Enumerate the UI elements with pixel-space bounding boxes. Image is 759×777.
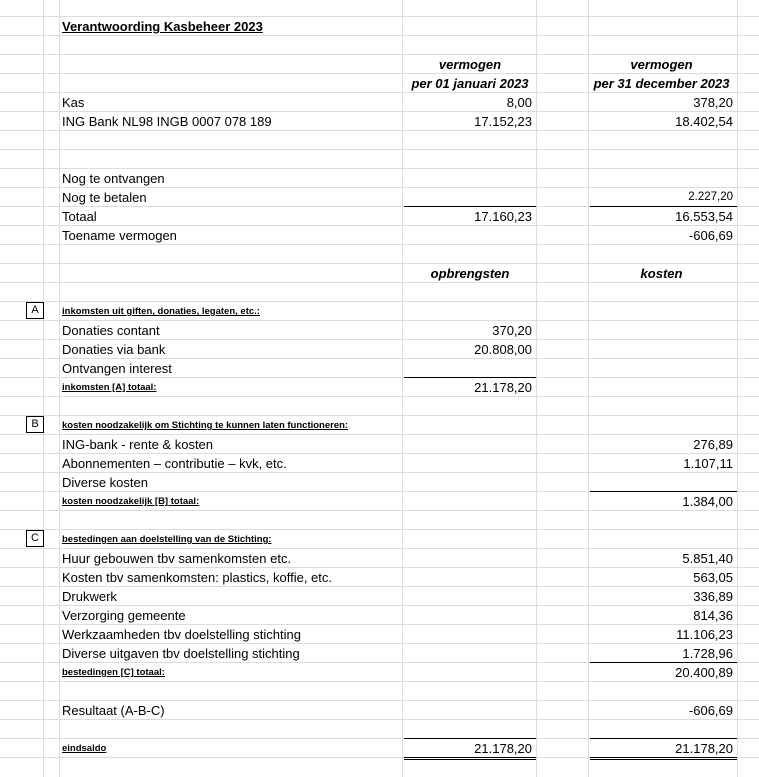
section-c-total-label: bestedingen [C] totaal: bbox=[62, 667, 165, 678]
section-b-row-2-value: 1.107,11 bbox=[683, 456, 733, 471]
double-underline-rule bbox=[404, 757, 536, 758]
kas-start-value: 8,00 bbox=[506, 95, 532, 110]
kosten-header: kosten bbox=[640, 266, 683, 281]
section-c-row-5-label: Werkzaamheden tbv doelstelling stichting bbox=[62, 627, 301, 642]
double-underline-rule bbox=[590, 759, 737, 760]
double-underline-rule bbox=[404, 759, 536, 760]
section-b-heading: kosten noodzakelijk om Stichting te kunnen laten functioneren: bbox=[62, 420, 349, 431]
section-a-total-value: 21.178,20 bbox=[474, 380, 532, 395]
section-b-row-1-label: ING-bank - rente & kosten bbox=[62, 437, 214, 452]
eindsaldo-start-value: 21.178,20 bbox=[474, 741, 532, 756]
kas-end-value: 378,20 bbox=[693, 95, 733, 110]
section-b-total-value: 1.384,00 bbox=[682, 494, 733, 509]
eindsaldo-label: eindsaldo bbox=[62, 743, 107, 754]
nog-te-betalen-label: Nog te betalen bbox=[62, 190, 147, 205]
bank-start-value: 17.152,23 bbox=[474, 114, 532, 129]
resultaat-value: -606,69 bbox=[688, 703, 733, 718]
section-b-total-label: kosten noodzakelijk [B] totaal: bbox=[62, 496, 200, 507]
section-c-row-4-label: Verzorging gemeente bbox=[62, 608, 186, 623]
gridline bbox=[737, 0, 738, 777]
eindsaldo-end-value: 21.178,20 bbox=[675, 741, 733, 756]
resultaat-label: Resultaat (A-B-C) bbox=[62, 703, 165, 718]
section-a-total-label: inkomsten [A] totaal: bbox=[62, 382, 157, 393]
kas-label: Kas bbox=[62, 95, 85, 110]
section-b-tag: B bbox=[26, 416, 44, 433]
toename-label: Toename vermogen bbox=[62, 228, 177, 243]
gridline bbox=[588, 0, 589, 777]
double-underline-rule bbox=[590, 757, 737, 758]
section-a-heading: inkomsten uit giften, donaties, legaten, etc.: bbox=[62, 306, 260, 317]
section-c-row-2-label: Kosten tbv samenkomsten: plastics, koffie, etc. bbox=[62, 570, 332, 585]
header-start-line1: vermogen bbox=[438, 57, 502, 72]
totaal-label: Totaal bbox=[62, 209, 97, 224]
section-a-row-1-label: Donaties contant bbox=[62, 323, 160, 338]
section-a-row-2-value: 20.808,00 bbox=[474, 342, 532, 357]
totaal-end-value: 16.553,54 bbox=[675, 209, 733, 224]
header-end-line2: per 31 december 2023 bbox=[593, 76, 730, 91]
totaal-start-value: 17.160,23 bbox=[474, 209, 532, 224]
gridline bbox=[402, 0, 403, 777]
section-c-row-5-value: 11.106,23 bbox=[676, 627, 733, 642]
section-c-row-4-value: 814,36 bbox=[693, 608, 733, 623]
opbrengsten-header: opbrengsten bbox=[430, 266, 510, 281]
gridline bbox=[536, 0, 537, 777]
bank-end-value: 18.402,54 bbox=[675, 114, 733, 129]
nog-te-ontvangen-label: Nog te ontvangen bbox=[62, 171, 165, 186]
nog-te-betalen-value: 2.227,20 bbox=[688, 191, 733, 203]
section-b-row-3-label: Diverse kosten bbox=[62, 475, 148, 490]
sheet-title: Verantwoording Kasbeheer 2023 bbox=[62, 19, 263, 34]
section-c-row-3-value: 336,89 bbox=[693, 589, 733, 604]
section-c-row-6-label: Diverse uitgaven tbv doelstelling stichting bbox=[62, 646, 300, 661]
section-c-row-1-label: Huur gebouwen tbv samenkomsten etc. bbox=[62, 551, 292, 566]
section-c-row-3-label: Drukwerk bbox=[62, 589, 117, 604]
section-a-tag: A bbox=[26, 302, 44, 319]
section-b-row-1-value: 276,89 bbox=[693, 437, 733, 452]
gridline bbox=[59, 0, 60, 777]
section-c-row-1-value: 5.851,40 bbox=[682, 551, 733, 566]
section-c-tag: C bbox=[26, 530, 44, 547]
section-c-total-value: 20.400,89 bbox=[675, 665, 733, 680]
toename-end-value: -606,69 bbox=[688, 228, 733, 243]
section-c-row-6-value: 1.728,96 bbox=[682, 646, 733, 661]
section-c-row-2-value: 563,05 bbox=[693, 570, 733, 585]
section-a-row-1-value: 370,20 bbox=[492, 323, 532, 338]
section-a-row-3-label: Ontvangen interest bbox=[62, 361, 172, 376]
section-b-row-2-label: Abonnementen – contributie – kvk, etc. bbox=[62, 456, 287, 471]
gridline bbox=[43, 0, 44, 777]
bank-label: ING Bank NL98 INGB 0007 078 189 bbox=[62, 114, 272, 129]
header-start-line2: per 01 januari 2023 bbox=[411, 76, 529, 91]
gridline bbox=[0, 149, 759, 150]
header-end-line1: vermogen bbox=[630, 57, 693, 72]
section-a-row-2-label: Donaties via bank bbox=[62, 342, 166, 357]
section-c-heading: bestedingen aan doelstelling van de Stichting: bbox=[62, 534, 272, 545]
